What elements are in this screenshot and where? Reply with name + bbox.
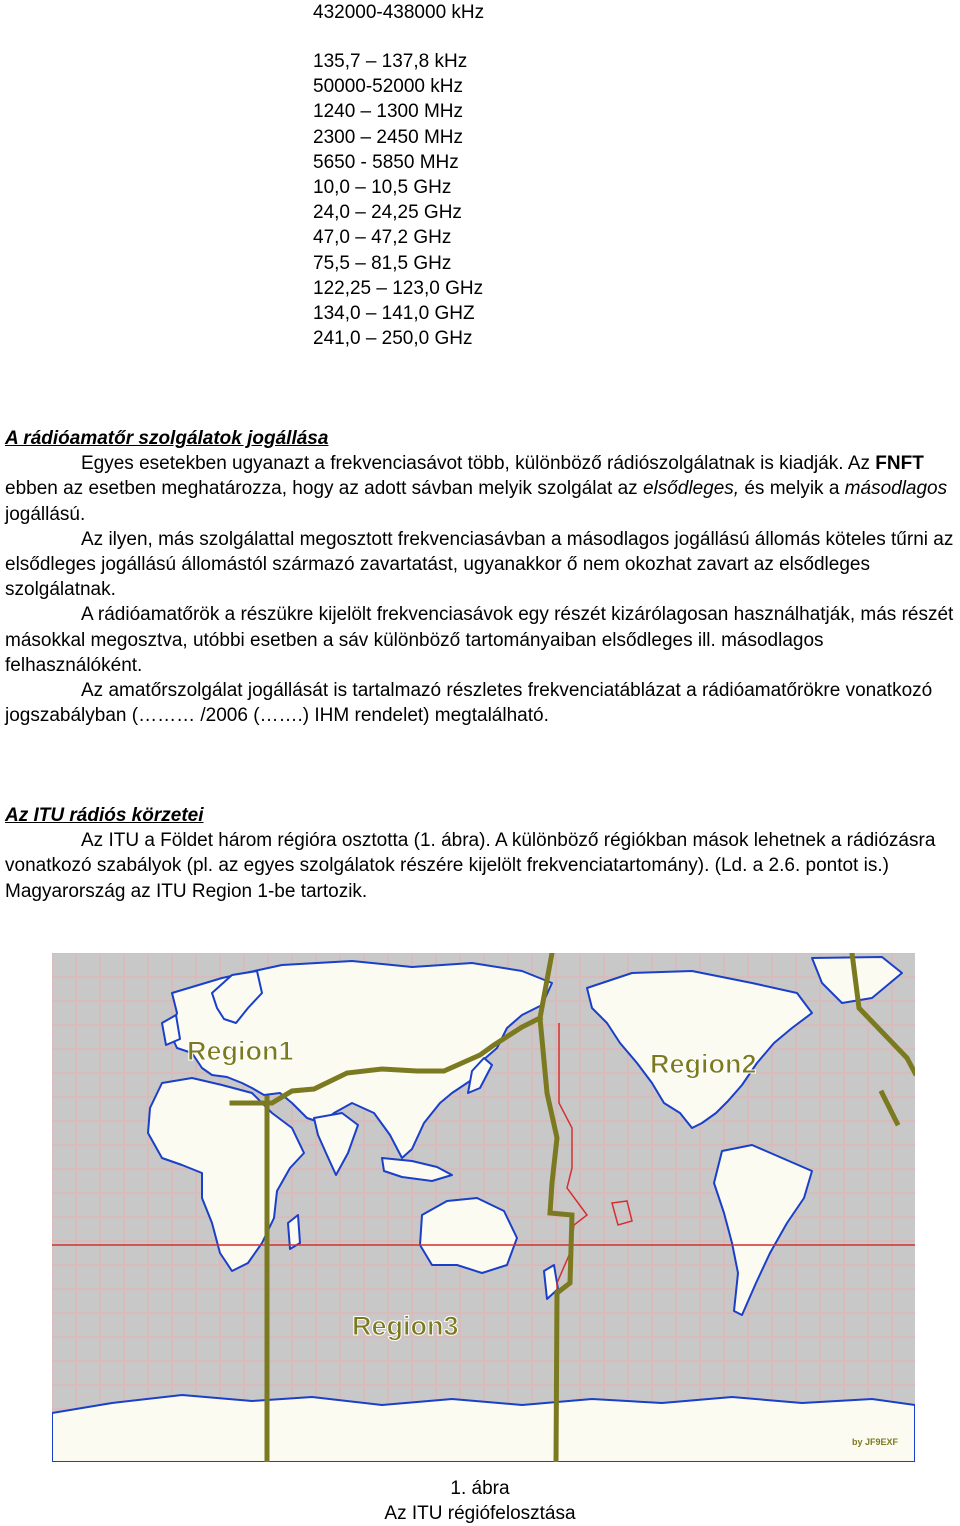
- fnft-term: FNFT: [875, 453, 924, 475]
- region3-label: Region3: [352, 1311, 459, 1341]
- freq-item: 50000-52000 kHz: [313, 76, 463, 98]
- paragraph: Az ilyen, más szolgálattal megosztott frekvenciasávban a másodlagos jogállású állomás köteles tűrni az elsődleges jogállású állomástól származó zavartatást, ugyanakkor ő nem okozhat zavart az elsődleges szolgálatnak.: [5, 528, 954, 601]
- paragraph: Az ITU a Földet három régióra osztotta (1. ábra). A különböző régiókban mások lehetnek a rádiózásra vonatkozó szabályok (pl. az egyes szolgálatok részére kijelölt frekvenciatartomány). (Ld. a 2.6. pontot is.) Magyarország az ITU Region 1-be tartozik.: [5, 830, 936, 902]
- section-heading: Az ITU rádiós körzetei: [5, 805, 204, 826]
- freq-item: 10,0 – 10,5 GHz: [313, 177, 452, 199]
- figure-number: 1. ábra: [450, 1478, 510, 1499]
- paragraph: Egyes esetekben ugyanazt a frekvenciasávot több, különböző rádiószolgálatnak is kiadják. Az FNFT ebben az esetben meghatározza, hogy az adott sávban melyik szolgálat az elsődleges, és melyik a másodlagos jogállású.: [5, 453, 948, 525]
- landmass-australia: [420, 1198, 517, 1273]
- section-itu: [5, 803, 955, 904]
- freq-item: 2300 – 2450 MHz: [313, 126, 463, 148]
- paragraph: A rádióamatőrök a részükre kijelölt frekvenciasávok egy részét kizárólagosan használhatják, más részét másokkal megosztva, utóbbi esetben a sáv különböző tartományaiban elsődleges ill. másodlagos felhasználóként.: [5, 604, 954, 676]
- itu-region-map: [52, 953, 915, 1462]
- section-status: [5, 426, 955, 728]
- landmass-antarctica: [52, 1395, 915, 1462]
- section-heading: A rádióamatőr szolgálatok jogállása: [5, 428, 329, 449]
- freq-item: 1240 – 1300 MHz: [313, 101, 463, 123]
- primary-term: elsődleges,: [642, 478, 740, 500]
- secondary-term: másodlagos: [844, 478, 948, 500]
- paragraph: Az amatőrszolgálat jogállását is tartalmazó részletes frekvenciatáblázat a rádióamatőrökre vonatkozó jogszabályban (……… /2006 (…….) IHM rendelet) megtalálható.: [5, 680, 933, 727]
- region1-label: Region1: [187, 1036, 294, 1066]
- freq-item: 122,25 – 123,0 GHz: [313, 277, 484, 299]
- freq-item: 241,0 – 250,0 GHz: [313, 328, 473, 350]
- region2-label: Region2: [650, 1049, 757, 1079]
- freq-item: 134,0 – 141,0 GHZ: [313, 303, 475, 325]
- freq-item: 24,0 – 24,25 GHz: [313, 202, 462, 224]
- top-band: 432000-438000 kHz: [313, 2, 485, 23]
- world-map-svg: [52, 953, 915, 1462]
- freq-item: 5650 - 5850 MHz: [313, 151, 459, 173]
- freq-list: [313, 49, 483, 351]
- map-credit: by JF9EXF: [852, 1437, 899, 1447]
- freq-item: 47,0 – 47,2 GHz: [313, 227, 452, 249]
- figure-caption: Az ITU régiófelosztása: [384, 1503, 576, 1524]
- freq-item: 75,5 – 81,5 GHz: [313, 252, 452, 274]
- freq-item: 135,7 – 137,8 kHz: [313, 51, 468, 72]
